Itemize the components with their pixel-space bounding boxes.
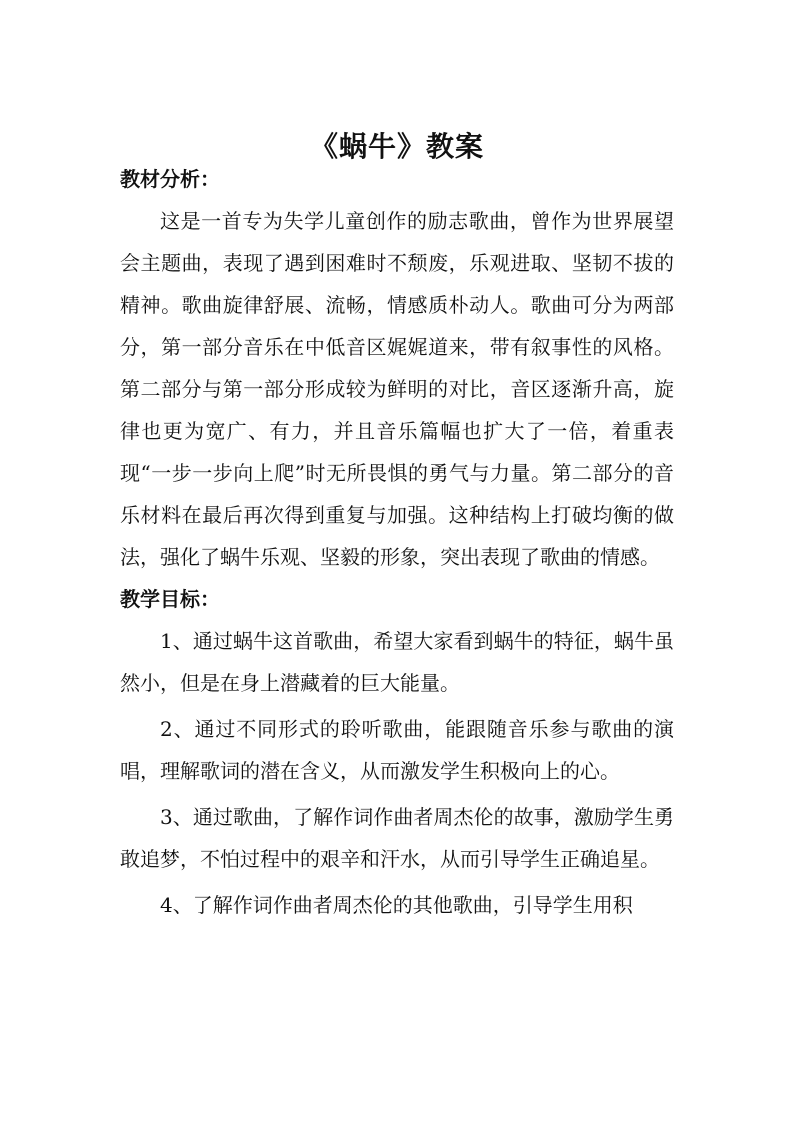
section-heading-goals: 教学目标：: [120, 587, 220, 611]
section-heading-analysis: 教材分析：: [120, 167, 220, 191]
goal-item-1: 1、通过蜗牛这首歌曲，希望大家看到蜗牛的特征，蜗牛虽然小，但是在身上潜藏着的巨大能量。: [120, 629, 674, 695]
goal-item-3: 3、通过歌曲，了解作词作曲者周杰伦的故事，激励学生勇敢追梦，不怕过程中的艰辛和汗水，从而引导学生正确追星。: [120, 805, 674, 871]
document-body: [120, 158, 674, 926]
page-title: 《蜗牛》教案: [309, 129, 484, 163]
goal-item-4: 4、了解作词作曲者周杰伦的其他歌曲，引导学生用积: [160, 893, 633, 917]
analysis-paragraph: 这是一首专为失学儿童创作的励志歌曲，曾作为世界展望会主题曲，表现了遇到困难时不颓废，乐观进取、坚韧不拔的精神。歌曲旋律舒展、流畅，情感质朴动人。歌曲可分为两部分，第一部分音乐在中低音区娓娓道来，带有叙事性的风格。第二部分与第一部分形成较为鲜明的对比，音区逐渐升高，旋律也更为宽广、有力，并且音乐篇幅也扩大了一倍，着重表现“一步一步向上爬”时无所畏惧的勇气与力量。第二部分的音乐材料在最后再次得到重复与加强。这种结构上打破均衡的做法，强化了蜗牛乐观、坚毅的形象，突出表现了歌曲的情感。: [120, 209, 674, 569]
goal-item-2: 2、通过不同形式的聆听歌曲，能跟随音乐参与歌曲的演唱，理解歌词的潜在含义，从而激发学生积极向上的心。: [120, 717, 674, 783]
